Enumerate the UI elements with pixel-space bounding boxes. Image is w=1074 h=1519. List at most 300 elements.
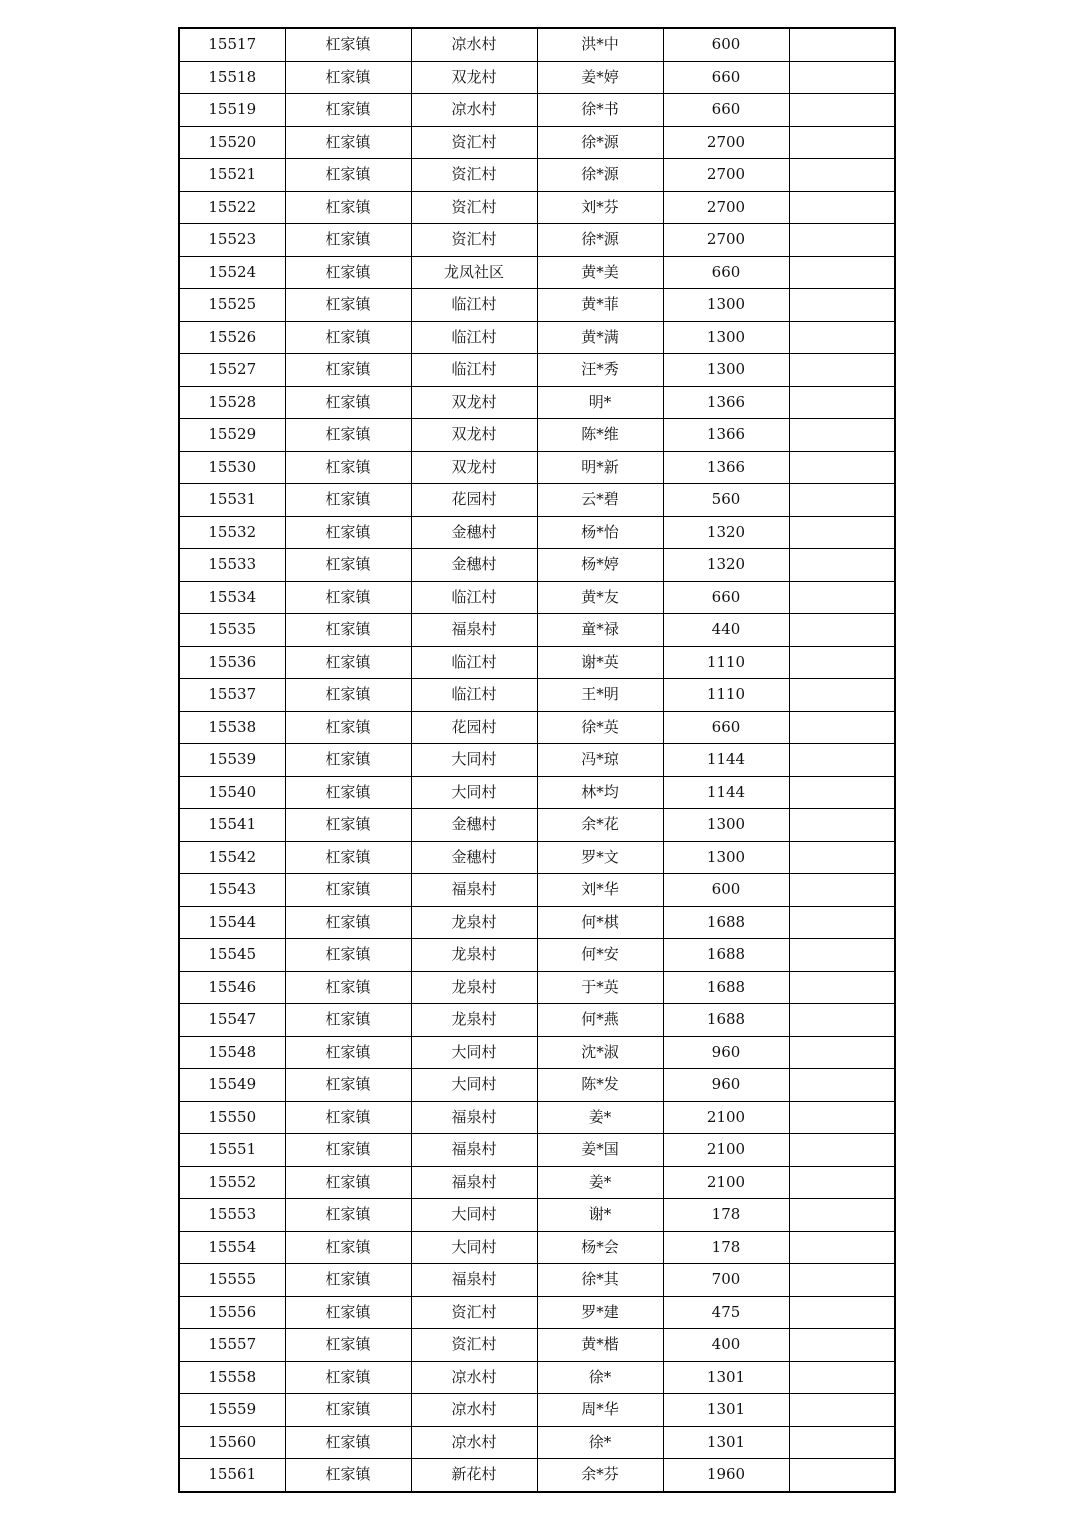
cell-town: 杠家镇 — [285, 906, 411, 939]
cell-name: 余*芬 — [537, 1459, 663, 1492]
cell-amount: 1301 — [663, 1426, 789, 1459]
cell-village: 临江村 — [411, 646, 537, 679]
table-row — [179, 1264, 895, 1297]
table-row — [179, 1231, 895, 1264]
cell-note — [789, 159, 895, 192]
cell-town: 杠家镇 — [285, 386, 411, 419]
cell-note — [789, 776, 895, 809]
cell-town: 杠家镇 — [285, 1361, 411, 1394]
cell-amount: 2700 — [663, 126, 789, 159]
cell-serial-number: 15519 — [179, 94, 285, 127]
cell-amount: 1688 — [663, 939, 789, 972]
cell-note — [789, 94, 895, 127]
cell-village: 龙凤社区 — [411, 256, 537, 289]
cell-town: 杠家镇 — [285, 1426, 411, 1459]
cell-serial-number: 15556 — [179, 1296, 285, 1329]
table-row — [179, 971, 895, 1004]
cell-amount: 560 — [663, 484, 789, 517]
table-row — [179, 516, 895, 549]
cell-note — [789, 1036, 895, 1069]
cell-note — [789, 1361, 895, 1394]
cell-village: 双龙村 — [411, 61, 537, 94]
cell-note — [789, 646, 895, 679]
cell-town: 杠家镇 — [285, 1264, 411, 1297]
cell-name: 明* — [537, 386, 663, 419]
cell-serial-number: 15518 — [179, 61, 285, 94]
cell-serial-number: 15538 — [179, 711, 285, 744]
cell-note — [789, 906, 895, 939]
cell-note — [789, 1394, 895, 1427]
cell-note — [789, 1459, 895, 1492]
cell-name: 冯*琼 — [537, 744, 663, 777]
table-row — [179, 484, 895, 517]
cell-village: 凉水村 — [411, 1426, 537, 1459]
cell-note — [789, 679, 895, 712]
cell-village: 临江村 — [411, 321, 537, 354]
cell-name: 陈*发 — [537, 1069, 663, 1102]
cell-serial-number: 15547 — [179, 1004, 285, 1037]
cell-town: 杠家镇 — [285, 1296, 411, 1329]
cell-town: 杠家镇 — [285, 776, 411, 809]
table-row — [179, 1329, 895, 1362]
cell-village: 大同村 — [411, 776, 537, 809]
table-row — [179, 1036, 895, 1069]
cell-note — [789, 354, 895, 387]
cell-town: 杠家镇 — [285, 159, 411, 192]
cell-village: 花园村 — [411, 484, 537, 517]
cell-serial-number: 15536 — [179, 646, 285, 679]
cell-amount: 1144 — [663, 744, 789, 777]
cell-note — [789, 711, 895, 744]
cell-town: 杠家镇 — [285, 484, 411, 517]
cell-amount: 2100 — [663, 1101, 789, 1134]
cell-town: 杠家镇 — [285, 191, 411, 224]
cell-village: 凉水村 — [411, 94, 537, 127]
table-row — [179, 28, 895, 61]
cell-town: 杠家镇 — [285, 1166, 411, 1199]
cell-name: 徐*英 — [537, 711, 663, 744]
cell-note — [789, 1329, 895, 1362]
cell-amount: 440 — [663, 614, 789, 647]
cell-serial-number: 15541 — [179, 809, 285, 842]
cell-name: 何*安 — [537, 939, 663, 972]
cell-amount: 1300 — [663, 354, 789, 387]
cell-village: 龙泉村 — [411, 906, 537, 939]
cell-note — [789, 516, 895, 549]
cell-village: 大同村 — [411, 744, 537, 777]
cell-serial-number: 15527 — [179, 354, 285, 387]
cell-village: 资汇村 — [411, 1329, 537, 1362]
cell-serial-number: 15551 — [179, 1134, 285, 1167]
table-row — [179, 451, 895, 484]
cell-village: 金穗村 — [411, 516, 537, 549]
cell-amount: 1320 — [663, 549, 789, 582]
cell-serial-number: 15522 — [179, 191, 285, 224]
cell-name: 谢*英 — [537, 646, 663, 679]
cell-amount: 1688 — [663, 1004, 789, 1037]
cell-name: 徐* — [537, 1426, 663, 1459]
cell-serial-number: 15523 — [179, 224, 285, 257]
cell-amount: 178 — [663, 1199, 789, 1232]
cell-note — [789, 289, 895, 322]
cell-serial-number: 15558 — [179, 1361, 285, 1394]
table-row — [179, 256, 895, 289]
cell-town: 杠家镇 — [285, 809, 411, 842]
cell-serial-number: 15537 — [179, 679, 285, 712]
cell-note — [789, 744, 895, 777]
cell-village: 龙泉村 — [411, 939, 537, 972]
cell-amount: 660 — [663, 256, 789, 289]
cell-town: 杠家镇 — [285, 321, 411, 354]
cell-amount: 660 — [663, 94, 789, 127]
cell-serial-number: 15555 — [179, 1264, 285, 1297]
cell-note — [789, 971, 895, 1004]
cell-note — [789, 549, 895, 582]
cell-village: 临江村 — [411, 581, 537, 614]
cell-note — [789, 1199, 895, 1232]
cell-serial-number: 15532 — [179, 516, 285, 549]
cell-note — [789, 874, 895, 907]
cell-name: 黄*菲 — [537, 289, 663, 322]
table-row — [179, 809, 895, 842]
table-row — [179, 191, 895, 224]
table-body — [179, 28, 895, 1492]
cell-town: 杠家镇 — [285, 744, 411, 777]
cell-note — [789, 61, 895, 94]
cell-serial-number: 15548 — [179, 1036, 285, 1069]
cell-village: 福泉村 — [411, 1134, 537, 1167]
cell-amount: 1320 — [663, 516, 789, 549]
cell-village: 大同村 — [411, 1199, 537, 1232]
cell-amount: 1300 — [663, 841, 789, 874]
cell-note — [789, 1004, 895, 1037]
cell-amount: 1688 — [663, 971, 789, 1004]
cell-serial-number: 15546 — [179, 971, 285, 1004]
cell-amount: 660 — [663, 61, 789, 94]
cell-amount: 1366 — [663, 451, 789, 484]
cell-village: 凉水村 — [411, 1394, 537, 1427]
cell-amount: 1960 — [663, 1459, 789, 1492]
cell-amount: 1366 — [663, 386, 789, 419]
table-row — [179, 549, 895, 582]
cell-serial-number: 15517 — [179, 28, 285, 61]
cell-village: 资汇村 — [411, 224, 537, 257]
cell-serial-number: 15557 — [179, 1329, 285, 1362]
cell-serial-number: 15521 — [179, 159, 285, 192]
cell-town: 杠家镇 — [285, 549, 411, 582]
cell-town: 杠家镇 — [285, 419, 411, 452]
cell-village: 凉水村 — [411, 1361, 537, 1394]
cell-note — [789, 939, 895, 972]
table-row — [179, 1134, 895, 1167]
cell-village: 花园村 — [411, 711, 537, 744]
cell-amount: 1301 — [663, 1394, 789, 1427]
table-row — [179, 1459, 895, 1492]
cell-serial-number: 15528 — [179, 386, 285, 419]
table-row — [179, 419, 895, 452]
cell-serial-number: 15542 — [179, 841, 285, 874]
cell-town: 杠家镇 — [285, 224, 411, 257]
cell-village: 龙泉村 — [411, 971, 537, 1004]
cell-note — [789, 451, 895, 484]
cell-name: 刘*华 — [537, 874, 663, 907]
table-row — [179, 126, 895, 159]
cell-serial-number: 15545 — [179, 939, 285, 972]
cell-note — [789, 1231, 895, 1264]
cell-town: 杠家镇 — [285, 1459, 411, 1492]
cell-town: 杠家镇 — [285, 94, 411, 127]
cell-town: 杠家镇 — [285, 354, 411, 387]
cell-amount: 600 — [663, 28, 789, 61]
cell-village: 临江村 — [411, 289, 537, 322]
cell-amount: 2700 — [663, 224, 789, 257]
cell-serial-number: 15553 — [179, 1199, 285, 1232]
table-row — [179, 61, 895, 94]
table-row — [179, 841, 895, 874]
cell-name: 明*新 — [537, 451, 663, 484]
cell-village: 福泉村 — [411, 874, 537, 907]
cell-amount: 600 — [663, 874, 789, 907]
cell-note — [789, 484, 895, 517]
cell-name: 罗*建 — [537, 1296, 663, 1329]
cell-amount: 2100 — [663, 1134, 789, 1167]
table-row — [179, 386, 895, 419]
cell-serial-number: 15554 — [179, 1231, 285, 1264]
cell-town: 杠家镇 — [285, 1004, 411, 1037]
cell-town: 杠家镇 — [285, 1329, 411, 1362]
cell-amount: 2100 — [663, 1166, 789, 1199]
table-row — [179, 1166, 895, 1199]
cell-note — [789, 191, 895, 224]
cell-note — [789, 321, 895, 354]
cell-serial-number: 15559 — [179, 1394, 285, 1427]
cell-town: 杠家镇 — [285, 1101, 411, 1134]
cell-note — [789, 1101, 895, 1134]
cell-village: 福泉村 — [411, 1166, 537, 1199]
cell-note — [789, 419, 895, 452]
cell-note — [789, 809, 895, 842]
cell-serial-number: 15529 — [179, 419, 285, 452]
table-row — [179, 1199, 895, 1232]
cell-name: 童*禄 — [537, 614, 663, 647]
cell-town: 杠家镇 — [285, 28, 411, 61]
cell-town: 杠家镇 — [285, 1069, 411, 1102]
cell-village: 资汇村 — [411, 191, 537, 224]
cell-serial-number: 15561 — [179, 1459, 285, 1492]
cell-amount: 1301 — [663, 1361, 789, 1394]
cell-name: 徐*源 — [537, 224, 663, 257]
cell-note — [789, 1166, 895, 1199]
data-table — [178, 27, 896, 1493]
cell-village: 福泉村 — [411, 1264, 537, 1297]
cell-note — [789, 224, 895, 257]
cell-serial-number: 15525 — [179, 289, 285, 322]
cell-village: 资汇村 — [411, 159, 537, 192]
cell-name: 黄*楷 — [537, 1329, 663, 1362]
cell-name: 于*英 — [537, 971, 663, 1004]
cell-village: 凉水村 — [411, 28, 537, 61]
cell-amount: 178 — [663, 1231, 789, 1264]
cell-name: 罗*文 — [537, 841, 663, 874]
cell-note — [789, 126, 895, 159]
table-row — [179, 646, 895, 679]
cell-amount: 960 — [663, 1036, 789, 1069]
cell-town: 杠家镇 — [285, 971, 411, 1004]
cell-serial-number: 15533 — [179, 549, 285, 582]
cell-town: 杠家镇 — [285, 1134, 411, 1167]
cell-name: 王*明 — [537, 679, 663, 712]
cell-amount: 1110 — [663, 646, 789, 679]
cell-serial-number: 15540 — [179, 776, 285, 809]
cell-note — [789, 1296, 895, 1329]
cell-note — [789, 28, 895, 61]
cell-amount: 1300 — [663, 321, 789, 354]
cell-town: 杠家镇 — [285, 581, 411, 614]
cell-note — [789, 1426, 895, 1459]
cell-town: 杠家镇 — [285, 1199, 411, 1232]
cell-serial-number: 15543 — [179, 874, 285, 907]
cell-serial-number: 15560 — [179, 1426, 285, 1459]
cell-amount: 700 — [663, 1264, 789, 1297]
cell-name: 徐* — [537, 1361, 663, 1394]
table-row — [179, 94, 895, 127]
cell-village: 金穗村 — [411, 841, 537, 874]
cell-village: 新花村 — [411, 1459, 537, 1492]
table-row — [179, 1361, 895, 1394]
cell-amount: 1144 — [663, 776, 789, 809]
cell-serial-number: 15539 — [179, 744, 285, 777]
cell-village: 资汇村 — [411, 126, 537, 159]
cell-name: 陈*维 — [537, 419, 663, 452]
table-row — [179, 776, 895, 809]
cell-serial-number: 15526 — [179, 321, 285, 354]
cell-town: 杠家镇 — [285, 1394, 411, 1427]
cell-name: 刘*芬 — [537, 191, 663, 224]
table-row — [179, 581, 895, 614]
cell-town: 杠家镇 — [285, 61, 411, 94]
cell-note — [789, 841, 895, 874]
table-row — [179, 159, 895, 192]
cell-name: 黄*友 — [537, 581, 663, 614]
cell-name: 杨*怡 — [537, 516, 663, 549]
cell-village: 金穗村 — [411, 809, 537, 842]
cell-town: 杠家镇 — [285, 646, 411, 679]
cell-serial-number: 15550 — [179, 1101, 285, 1134]
table-row — [179, 614, 895, 647]
cell-amount: 1688 — [663, 906, 789, 939]
cell-name: 徐*源 — [537, 159, 663, 192]
table-row — [179, 1296, 895, 1329]
cell-name: 徐*源 — [537, 126, 663, 159]
cell-town: 杠家镇 — [285, 939, 411, 972]
table-row — [179, 1069, 895, 1102]
cell-note — [789, 1069, 895, 1102]
cell-amount: 1110 — [663, 679, 789, 712]
cell-town: 杠家镇 — [285, 874, 411, 907]
table-row — [179, 1004, 895, 1037]
cell-village: 福泉村 — [411, 1101, 537, 1134]
cell-amount: 960 — [663, 1069, 789, 1102]
table-row — [179, 939, 895, 972]
cell-note — [789, 614, 895, 647]
cell-note — [789, 256, 895, 289]
cell-village: 龙泉村 — [411, 1004, 537, 1037]
cell-name: 何*燕 — [537, 1004, 663, 1037]
cell-name: 汪*秀 — [537, 354, 663, 387]
cell-village: 双龙村 — [411, 451, 537, 484]
cell-note — [789, 386, 895, 419]
cell-note — [789, 581, 895, 614]
cell-village: 大同村 — [411, 1069, 537, 1102]
cell-town: 杠家镇 — [285, 256, 411, 289]
cell-serial-number: 15520 — [179, 126, 285, 159]
cell-amount: 2700 — [663, 191, 789, 224]
cell-name: 姜*国 — [537, 1134, 663, 1167]
table-row — [179, 1101, 895, 1134]
cell-town: 杠家镇 — [285, 614, 411, 647]
cell-serial-number: 15534 — [179, 581, 285, 614]
cell-serial-number: 15524 — [179, 256, 285, 289]
table-row — [179, 289, 895, 322]
cell-amount: 660 — [663, 581, 789, 614]
cell-village: 福泉村 — [411, 614, 537, 647]
table-row — [179, 1394, 895, 1427]
cell-town: 杠家镇 — [285, 451, 411, 484]
cell-town: 杠家镇 — [285, 1036, 411, 1069]
cell-name: 姜* — [537, 1101, 663, 1134]
table-row — [179, 354, 895, 387]
cell-name: 杨*会 — [537, 1231, 663, 1264]
cell-name: 黄*满 — [537, 321, 663, 354]
cell-town: 杠家镇 — [285, 126, 411, 159]
cell-town: 杠家镇 — [285, 841, 411, 874]
cell-town: 杠家镇 — [285, 679, 411, 712]
cell-amount: 475 — [663, 1296, 789, 1329]
cell-name: 沈*淑 — [537, 1036, 663, 1069]
cell-amount: 1300 — [663, 289, 789, 322]
cell-town: 杠家镇 — [285, 1231, 411, 1264]
cell-name: 余*花 — [537, 809, 663, 842]
table-row — [179, 679, 895, 712]
cell-village: 双龙村 — [411, 419, 537, 452]
table-row — [179, 224, 895, 257]
table-row — [179, 1426, 895, 1459]
cell-serial-number: 15530 — [179, 451, 285, 484]
cell-name: 黄*美 — [537, 256, 663, 289]
cell-name: 谢* — [537, 1199, 663, 1232]
cell-note — [789, 1134, 895, 1167]
cell-name: 何*棋 — [537, 906, 663, 939]
cell-name: 徐*其 — [537, 1264, 663, 1297]
cell-town: 杠家镇 — [285, 516, 411, 549]
cell-name: 洪*中 — [537, 28, 663, 61]
cell-name: 姜* — [537, 1166, 663, 1199]
cell-serial-number: 15552 — [179, 1166, 285, 1199]
cell-amount: 400 — [663, 1329, 789, 1362]
cell-village: 大同村 — [411, 1231, 537, 1264]
cell-name: 杨*婷 — [537, 549, 663, 582]
table-row — [179, 321, 895, 354]
cell-serial-number: 15531 — [179, 484, 285, 517]
cell-serial-number: 15535 — [179, 614, 285, 647]
cell-note — [789, 1264, 895, 1297]
cell-village: 资汇村 — [411, 1296, 537, 1329]
cell-village: 金穗村 — [411, 549, 537, 582]
table-row — [179, 744, 895, 777]
table-row — [179, 874, 895, 907]
cell-serial-number: 15549 — [179, 1069, 285, 1102]
cell-village: 大同村 — [411, 1036, 537, 1069]
